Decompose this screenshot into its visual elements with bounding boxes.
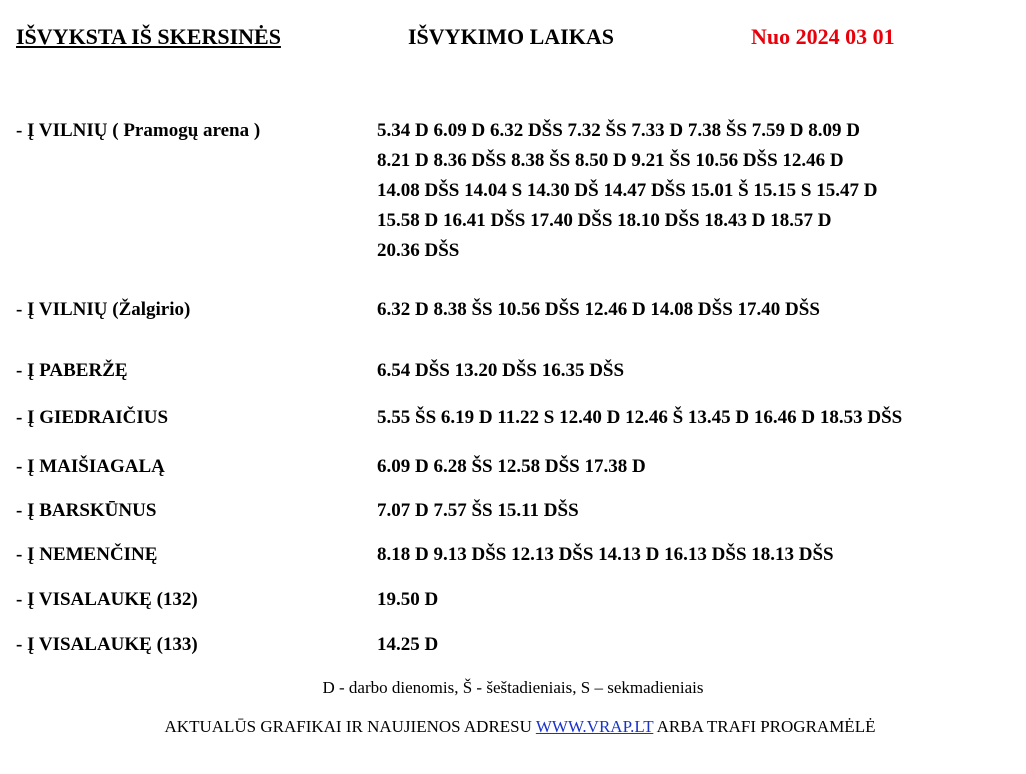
day-codes-legend: D - darbo dienomis, Š - šeštadieniais, S – sekmadieniais [322, 678, 704, 697]
departs-from-heading: IŠVYKSTA IŠ SKERSINĖS [16, 24, 281, 49]
valid-from-date: Nuo 2024 03 01 [751, 24, 895, 49]
route-departure-times: 6.32 D 8.38 ŠS 10.56 DŠS 12.46 D 14.08 DŠS 17.40 DŠS [377, 299, 820, 320]
route-departure-times: 5.55 ŠS 6.19 D 11.22 S 12.40 D 12.46 Š 13.45 D 16.46 D 18.53 DŠS [377, 407, 903, 428]
route-departure-times: 6.09 D 6.28 ŠS 12.58 DŠS 17.38 D [377, 456, 646, 477]
route-departure-times: 7.07 D 7.57 ŠS 15.11 DŠS [377, 500, 579, 521]
route-destination: - Į BARSKŪNUS [16, 500, 157, 521]
footer-text-after: ARBA TRAFI PROGRAMĖLĖ [653, 717, 876, 736]
route-destination: - Į PABERŽĘ [16, 360, 128, 381]
departure-time-heading: IŠVYKIMO LAIKAS [408, 24, 614, 49]
route-departure-times: 6.54 DŠS 13.20 DŠS 16.35 DŠS [377, 360, 625, 381]
route-destination: - Į GIEDRAIČIUS [16, 407, 169, 428]
vrap-website-link[interactable]: WWW.VRAP.LT [535, 717, 654, 736]
route-departure-times: 19.50 D [377, 589, 439, 610]
footer-note [0, 716, 1026, 738]
route-destination: - Į MAIŠIAGALĄ [16, 456, 165, 477]
route-destination: - Į NEMENČINĘ [16, 544, 158, 565]
route-departure-times: 8.18 D 9.13 DŠS 12.13 DŠS 14.13 D 16.13 DŠS 18.13 DŠS [377, 544, 834, 565]
route-destination: - Į VISALAUKĘ (133) [16, 634, 198, 655]
route-destination: - Į VILNIŲ ( Pramogų arena ) [16, 120, 261, 141]
route-destination: - Į VILNIŲ (Žalgirio) [16, 299, 191, 320]
route-departure-times: 14.25 D [377, 634, 439, 655]
route-departure-times: 5.34 D 6.09 D 6.32 DŠS 7.32 ŠS 7.33 D 7.38 ŠS 7.59 D 8.09 D 8.21 D 8.36 DŠS 8.38 ŠS 8.50 D 9.21 ŠS 10.56 DŠS 12.46 D 14.08 DŠS 14.04 S 14.30 DŠ 14.47 DŠS 15.01 Š 15.15 S 15.47 D 15.58 D 16.41 DŠS 17.40 DŠS 18.10 DŠS 18.43 D 18.57 D 20.36 DŠS [377, 120, 878, 261]
route-destination: - Į VISALAUKĘ (132) [16, 589, 198, 610]
footer-text-before: AKTUALŪS GRAFIKAI IR NAUJIENOS ADRESU [164, 717, 536, 736]
